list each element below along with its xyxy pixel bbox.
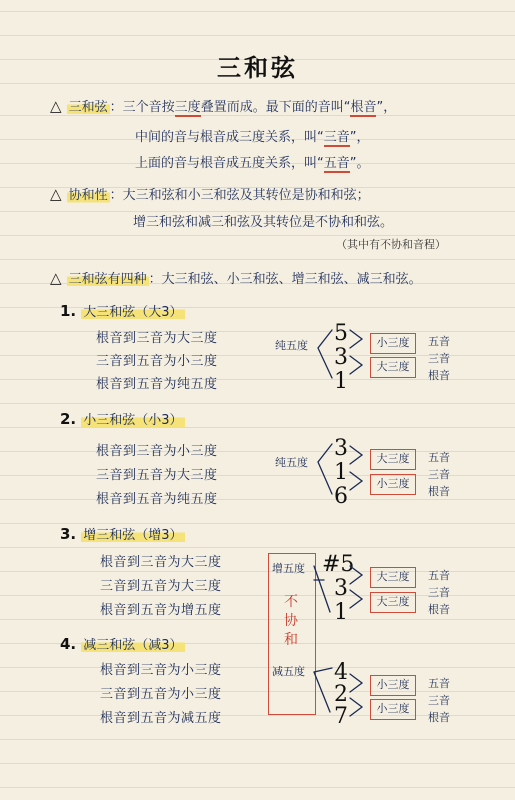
role-fifth: 五音 — [428, 451, 450, 464]
section-4-line: 根音到五音为减五度 — [100, 711, 222, 726]
degree-mid: 3 — [334, 576, 348, 601]
fifth-desc: 上面的音与根音成五度关系，叫“ — [135, 156, 324, 171]
section-4-line: 根音到三音为小三度 — [100, 663, 222, 678]
section-name: 增三和弦（增3） — [83, 528, 183, 543]
degree-bottom: 7 — [334, 704, 348, 729]
degree-bottom: 1 — [334, 600, 348, 625]
section-3-line: 根音到五音为增五度 — [100, 603, 222, 618]
definition-key: 三度 — [174, 100, 201, 115]
degree-top: #5 — [322, 552, 355, 577]
role-third: 三音 — [428, 468, 450, 481]
dissonant-char: 不 — [284, 594, 298, 610]
interval-box-label: 大三度 — [376, 360, 410, 373]
degree-mid: 1 — [334, 460, 348, 485]
section-3-line: 三音到五音为大三度 — [100, 579, 222, 594]
triangle-icon: △ — [50, 97, 62, 115]
triangle-icon: △ — [50, 269, 62, 287]
section-2-line: 根音到五音为纯五度 — [96, 492, 218, 507]
interval-box-label: 大三度 — [376, 595, 410, 608]
dissonant-char: 和 — [284, 632, 298, 648]
outer-interval-label: 纯五度 — [275, 456, 308, 469]
consonance-label: 协和性 — [68, 188, 108, 203]
bracket-line — [318, 444, 332, 494]
augmented-fifth-label: 增五度 — [272, 562, 305, 575]
role-fifth: 五音 — [428, 569, 450, 582]
role-fifth: 五音 — [428, 335, 450, 348]
section-number: 4. — [60, 635, 77, 653]
fifth-term: 五音 — [323, 156, 350, 171]
section-2-line: 根音到三音为小三度 — [96, 444, 218, 459]
role-root: 根音 — [428, 711, 450, 724]
chevron-icon — [350, 472, 362, 490]
definition-end: ”， — [376, 100, 397, 115]
third-desc: 中间的音与根音成三度关系，叫“ — [135, 130, 324, 145]
section-1-line: 根音到三音为大三度 — [96, 331, 218, 346]
role-root: 根音 — [428, 603, 450, 616]
definition-text: ：三个音按 — [109, 100, 175, 115]
chevron-icon — [350, 698, 362, 716]
chevron-icon — [350, 356, 362, 374]
section-name: 减三和弦（减3） — [83, 638, 183, 653]
fifth-end: ”。 — [349, 156, 370, 171]
degree-mid: 2 — [334, 682, 348, 707]
outer-interval-label: 纯五度 — [275, 339, 308, 352]
bracket-line — [318, 330, 332, 378]
types-label: 三和弦有四种 — [68, 272, 147, 287]
interval-box-label: 小三度 — [376, 477, 410, 490]
dissonant-char: 协 — [284, 613, 298, 629]
section-2-line: 三音到五音为大三度 — [96, 468, 218, 483]
triangle-icon: △ — [50, 185, 62, 203]
degree-top: 5 — [334, 321, 348, 346]
chevron-icon — [350, 590, 362, 608]
section-number: 3. — [60, 525, 77, 543]
section-4-line: 三音到五音为小三度 — [100, 687, 222, 702]
section-number: 1. — [60, 302, 77, 320]
degree-bottom: 1 — [334, 369, 348, 394]
interval-box-label: 小三度 — [376, 702, 410, 715]
chevron-icon — [350, 674, 362, 692]
consonance-line-2: 增三和弦和减三和弦及其转位是不协和和弦。 — [133, 215, 394, 230]
role-third: 三音 — [428, 694, 450, 707]
degree-mid: 3 — [334, 345, 348, 370]
bracket-line — [314, 668, 332, 672]
interval-box-label: 大三度 — [376, 570, 410, 583]
chevron-icon — [350, 446, 362, 464]
degree-top: 3 — [334, 436, 348, 461]
consonance-note: （其中有不协和音程） — [336, 238, 446, 251]
diminished-fifth-label: 减五度 — [272, 665, 305, 678]
role-third: 三音 — [428, 586, 450, 599]
interval-box-label: 大三度 — [376, 452, 410, 465]
section-number: 2. — [60, 410, 77, 428]
section-name: 小三和弦（小3） — [83, 413, 183, 428]
role-third: 三音 — [428, 352, 450, 365]
degree-top: 4 — [334, 660, 348, 685]
role-root: 根音 — [428, 485, 450, 498]
section-1-line: 三音到五音为小三度 — [96, 354, 218, 369]
third-term: 三音 — [323, 130, 350, 145]
chevron-icon — [350, 330, 362, 348]
root-term: 根音 — [350, 100, 377, 115]
types-text: ：大三和弦、小三和弦、增三和弦、减三和弦。 — [148, 272, 422, 287]
role-fifth: 五音 — [428, 677, 450, 690]
interval-box-label: 小三度 — [376, 336, 410, 349]
definition-label: 三和弦 — [68, 100, 108, 115]
bracket-line — [314, 566, 330, 612]
bracket-line — [314, 672, 330, 712]
page-title: 三和弦 — [217, 54, 298, 82]
consonance-line-1: ：大三和弦和小三和弦及其转位是协和和弦； — [109, 188, 370, 203]
section-1-line: 根音到五音为纯五度 — [96, 377, 218, 392]
interval-box-label: 小三度 — [376, 678, 410, 691]
section-3-line: 根音到三音为大三度 — [100, 555, 222, 570]
role-root: 根音 — [428, 369, 450, 382]
third-end: ”， — [349, 130, 370, 145]
degree-bottom: 6 — [334, 484, 348, 509]
definition-text-b: 叠置而成。最下面的音叫“ — [200, 100, 351, 115]
chevron-icon — [350, 566, 362, 584]
section-name: 大三和弦（大3） — [83, 305, 183, 320]
